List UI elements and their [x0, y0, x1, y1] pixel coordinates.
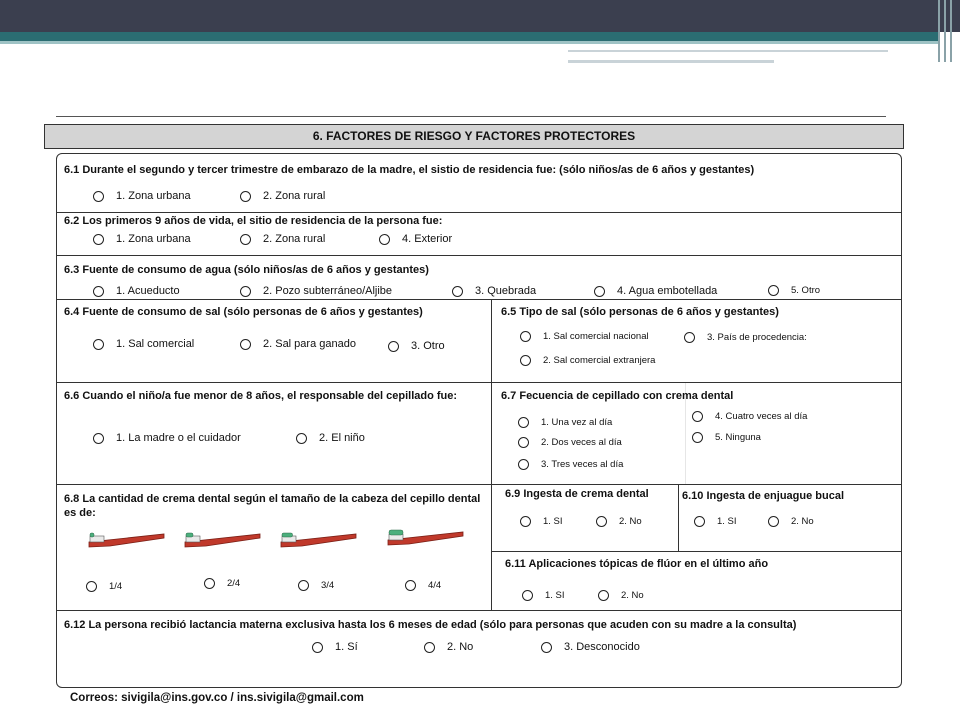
slide-top-bar — [0, 0, 960, 32]
question-6-8: 6.8 La cantidad de crema dental según el tamaño de la cabeza del cepillo dental es de: — [64, 493, 481, 519]
radio-button[interactable] — [520, 331, 531, 342]
radio-button[interactable] — [692, 411, 703, 422]
option-6-8-half[interactable]: 2/4 — [204, 578, 240, 589]
option-6-8-three-quarter[interactable]: 3/4 — [298, 580, 334, 591]
radio-button[interactable] — [518, 437, 529, 448]
option-6-7-tres[interactable]: 3. Tres veces al día — [518, 459, 623, 470]
option-6-10-si[interactable]: 1. SI — [694, 516, 737, 527]
radio-button[interactable] — [204, 578, 215, 589]
radio-button[interactable] — [694, 516, 705, 527]
question-6-10: 6.10 Ingesta de enjuague bucal — [682, 490, 844, 502]
question-6-9: 6.9 Ingesta de crema dental — [505, 488, 649, 500]
option-6-2-urbana[interactable]: 1. Zona urbana — [93, 233, 191, 245]
slide-deco-stripe — [950, 0, 952, 62]
radio-button[interactable] — [541, 642, 552, 653]
option-6-7-una[interactable]: 1. Una vez al día — [518, 417, 612, 428]
question-6-11: 6.11 Aplicaciones tópicas de flúor en el último año — [505, 558, 769, 570]
option-6-7-ninguna[interactable]: 5. Ninguna — [692, 432, 761, 443]
form-section-title: 6. FACTORES DE RIESGO Y FACTORES PROTECTORES — [44, 124, 904, 149]
radio-button[interactable] — [684, 332, 695, 343]
slide-accent-bar — [0, 32, 940, 41]
slide-deco-stripe — [944, 0, 946, 62]
radio-button[interactable] — [518, 459, 529, 470]
column-divider — [491, 299, 492, 610]
option-6-2-exterior[interactable]: 4. Exterior — [379, 233, 452, 245]
option-6-7-cuatro[interactable]: 4. Cuatro veces al día — [692, 411, 807, 422]
option-6-3-quebrada[interactable]: 3. Quebrada — [452, 285, 536, 297]
option-6-12-si[interactable]: 1. Sí — [312, 641, 358, 653]
option-6-11-si[interactable]: 1. SI — [522, 590, 565, 601]
radio-button[interactable] — [768, 516, 779, 527]
option-6-3-embotellada[interactable]: 4. Agua embotellada — [594, 285, 717, 297]
option-6-5-extranjera[interactable]: 2. Sal comercial extranjera — [520, 355, 655, 366]
option-6-12-no[interactable]: 2. No — [424, 641, 473, 653]
radio-button[interactable] — [520, 355, 531, 366]
radio-button[interactable] — [768, 285, 779, 296]
radio-button[interactable] — [240, 234, 251, 245]
question-6-6: 6.6 Cuando el niño/a fue menor de 8 años, el responsable del cepillado fue: — [64, 390, 458, 402]
toothbrush-quarter-icon — [86, 528, 166, 552]
footer-emails: Correos: sivigila@ins.gov.co / ins.sivigila@gmail.com — [70, 692, 364, 704]
radio-button[interactable] — [405, 580, 416, 591]
slide-deco-line — [568, 50, 888, 52]
option-6-3-pozo[interactable]: 2. Pozo subterráneo/Aljibe — [240, 285, 392, 297]
option-6-1-rural[interactable]: 2. Zona rural — [240, 190, 325, 202]
row-divider — [57, 382, 902, 383]
row-divider — [57, 299, 902, 300]
toothbrush-three-quarter-icon — [278, 528, 358, 552]
radio-button[interactable] — [424, 642, 435, 653]
slide-deco-stripe — [938, 0, 940, 62]
option-6-6-madre[interactable]: 1. La madre o el cuidador — [93, 432, 241, 444]
slide-deco-line — [568, 60, 774, 63]
option-6-3-acueducto[interactable]: 1. Acueducto — [93, 285, 180, 297]
radio-button[interactable] — [520, 516, 531, 527]
question-6-5: 6.5 Tipo de sal (sólo personas de 6 años y gestantes) — [501, 306, 779, 318]
question-6-1: 6.1 Durante el segundo y tercer trimestre de embarazo de la madre, el sistio de residencia fue: (sólo niños/as de 6 años y gestantes) — [64, 164, 755, 176]
radio-button[interactable] — [86, 581, 97, 592]
question-6-4: 6.4 Fuente de consumo de sal (sólo personas de 6 años y gestantes) — [64, 306, 423, 318]
option-6-2-rural[interactable]: 2. Zona rural — [240, 233, 325, 245]
option-6-12-desconocido[interactable]: 3. Desconocido — [541, 641, 640, 653]
row-divider — [57, 484, 902, 485]
row-divider — [57, 212, 902, 213]
slide-accent-bar-light — [0, 41, 940, 44]
radio-button[interactable] — [379, 234, 390, 245]
row-divider — [57, 255, 902, 256]
option-6-4-sal-comercial[interactable]: 1. Sal comercial — [93, 338, 194, 350]
option-6-4-sal-ganado[interactable]: 2. Sal para ganado — [240, 338, 356, 350]
radio-button[interactable] — [298, 580, 309, 591]
radio-button[interactable] — [240, 286, 251, 297]
toothbrush-full-icon — [385, 526, 465, 550]
question-6-2: 6.2 Los primeros 9 años de vida, el sitio de residencia de la persona fue: — [64, 215, 443, 227]
radio-button[interactable] — [296, 433, 307, 444]
row-divider — [57, 610, 902, 611]
radio-button[interactable] — [93, 286, 104, 297]
radio-button[interactable] — [240, 339, 251, 350]
question-6-3: 6.3 Fuente de consumo de agua (sólo niños/as de 6 años y gestantes) — [64, 264, 429, 276]
row-divider — [491, 551, 902, 552]
radio-button[interactable] — [692, 432, 703, 443]
option-6-5-nacional[interactable]: 1. Sal comercial nacional — [520, 331, 649, 342]
radio-button[interactable] — [93, 191, 104, 202]
question-6-7: 6.7 Fecuencia de cepillado con crema dental — [501, 390, 734, 402]
radio-button[interactable] — [598, 590, 609, 601]
option-6-7-dos[interactable]: 2. Dos veces al día — [518, 437, 622, 448]
radio-button[interactable] — [312, 642, 323, 653]
radio-button[interactable] — [240, 191, 251, 202]
column-divider — [678, 484, 679, 551]
option-6-4-otro[interactable]: 3. Otro — [388, 340, 445, 352]
radio-button[interactable] — [388, 341, 399, 352]
radio-button[interactable] — [93, 339, 104, 350]
radio-button[interactable] — [594, 286, 605, 297]
question-6-12: 6.12 La persona recibió lactancia materna exclusiva hasta los 6 meses de edad (sólo para personas que acuden con su madre a la consulta) — [64, 619, 797, 631]
option-6-5-pais[interactable]: 3. País de procedencia: — [684, 332, 807, 343]
radio-button[interactable] — [518, 417, 529, 428]
option-6-8-quarter[interactable]: 1/4 — [86, 581, 122, 592]
option-6-10-no[interactable]: 2. No — [768, 516, 814, 527]
option-6-9-no[interactable]: 2. No — [596, 516, 642, 527]
option-6-8-full[interactable]: 4/4 — [405, 580, 441, 591]
radio-button[interactable] — [596, 516, 607, 527]
form-top-rule — [56, 116, 886, 117]
radio-button[interactable] — [522, 590, 533, 601]
radio-button[interactable] — [93, 234, 104, 245]
radio-button[interactable] — [452, 286, 463, 297]
option-6-1-urbana[interactable]: 1. Zona urbana — [93, 190, 191, 202]
option-6-9-si[interactable]: 1. SI — [520, 516, 563, 527]
toothbrush-half-icon — [182, 528, 262, 552]
option-6-6-nino[interactable]: 2. El niño — [296, 432, 365, 444]
radio-button[interactable] — [93, 433, 104, 444]
option-6-11-no[interactable]: 2. No — [598, 590, 644, 601]
option-6-3-otro[interactable]: 5. Otro — [768, 285, 820, 296]
